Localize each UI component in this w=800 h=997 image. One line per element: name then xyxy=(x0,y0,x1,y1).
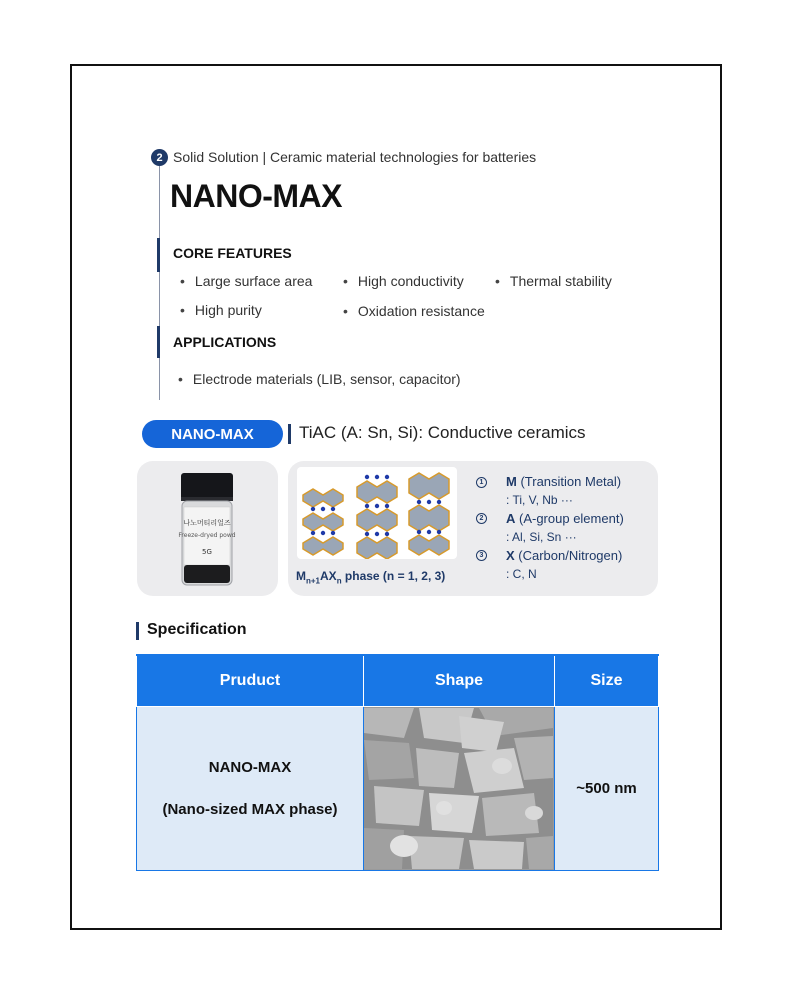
shape-cell xyxy=(364,707,555,871)
column-header-product: Pruduct xyxy=(137,655,364,707)
phase-label: $M_{n+1}AX_n$ phase (n = 1, 2, 3) xyxy=(296,569,446,586)
applications-heading: APPLICATIONS xyxy=(173,334,277,350)
crystal-column-3 xyxy=(409,473,449,555)
vial-english-label: Freeze-dryed powd xyxy=(178,532,236,539)
application-item: • Electrode materials (LIB, sensor, capacitor) xyxy=(178,371,461,387)
element-m-examples: : Ti, V, Nb ··· xyxy=(506,493,573,507)
column-header-size: Size xyxy=(555,655,659,707)
section-subtitle: Solid Solution | Ceramic material technologies for batteries xyxy=(173,149,537,165)
table-row xyxy=(137,707,659,871)
product-desc-bar xyxy=(288,424,291,444)
element-number-2: 2 xyxy=(476,513,487,524)
crystal-structure-image xyxy=(297,467,457,559)
applications-bar xyxy=(157,326,160,358)
vial-card xyxy=(137,461,278,596)
core-features-heading: CORE FEATURES xyxy=(173,245,292,261)
vial-korean-label: 나노머티리얼즈 xyxy=(183,519,231,527)
crystal-column-1 xyxy=(303,489,343,555)
product-cell xyxy=(137,707,364,871)
size-cell: ~500 nm xyxy=(555,707,659,871)
feature-item: • Thermal stability xyxy=(495,273,612,289)
element-x-title: X (Carbon/Nitrogen) xyxy=(506,548,623,563)
specification-bar xyxy=(136,622,139,640)
product-name: NANO-MAX xyxy=(208,758,292,776)
column-header-shape: Shape xyxy=(364,655,555,707)
product-description: TiAC (A: Sn, Si): Conductive ceramics xyxy=(299,423,586,442)
table-header-row xyxy=(137,655,659,707)
feature-item: • High conductivity xyxy=(343,273,464,289)
feature-item: • Large surface area xyxy=(180,273,312,289)
specification-table xyxy=(136,654,659,871)
element-number-3: 3 xyxy=(476,550,487,561)
element-x-examples: : C, N xyxy=(506,567,537,581)
element-m-title: M (Transition Metal) xyxy=(506,474,622,489)
product-subname: (Nano-sized MAX phase) xyxy=(162,800,338,818)
element-number-1: 1 xyxy=(476,477,487,488)
page-title: NANO-MAX xyxy=(170,178,342,214)
section-number-badge: 2 xyxy=(151,149,168,166)
specification-heading: Specification xyxy=(147,621,247,638)
feature-item: • High purity xyxy=(180,302,262,318)
element-a-title: A (A-group element) xyxy=(506,511,624,526)
vial-mass-label: 5G xyxy=(202,548,212,556)
element-a-examples: : Al, Si, Sn ··· xyxy=(506,530,577,544)
core-features-bar xyxy=(157,238,160,272)
section-vertical-line xyxy=(159,166,160,400)
feature-item: • Oxidation resistance xyxy=(343,303,485,319)
product-pill: NANO-MAX xyxy=(142,420,283,448)
crystal-column-2 xyxy=(357,475,397,559)
sem-image xyxy=(364,708,553,869)
vial-image xyxy=(137,461,278,596)
